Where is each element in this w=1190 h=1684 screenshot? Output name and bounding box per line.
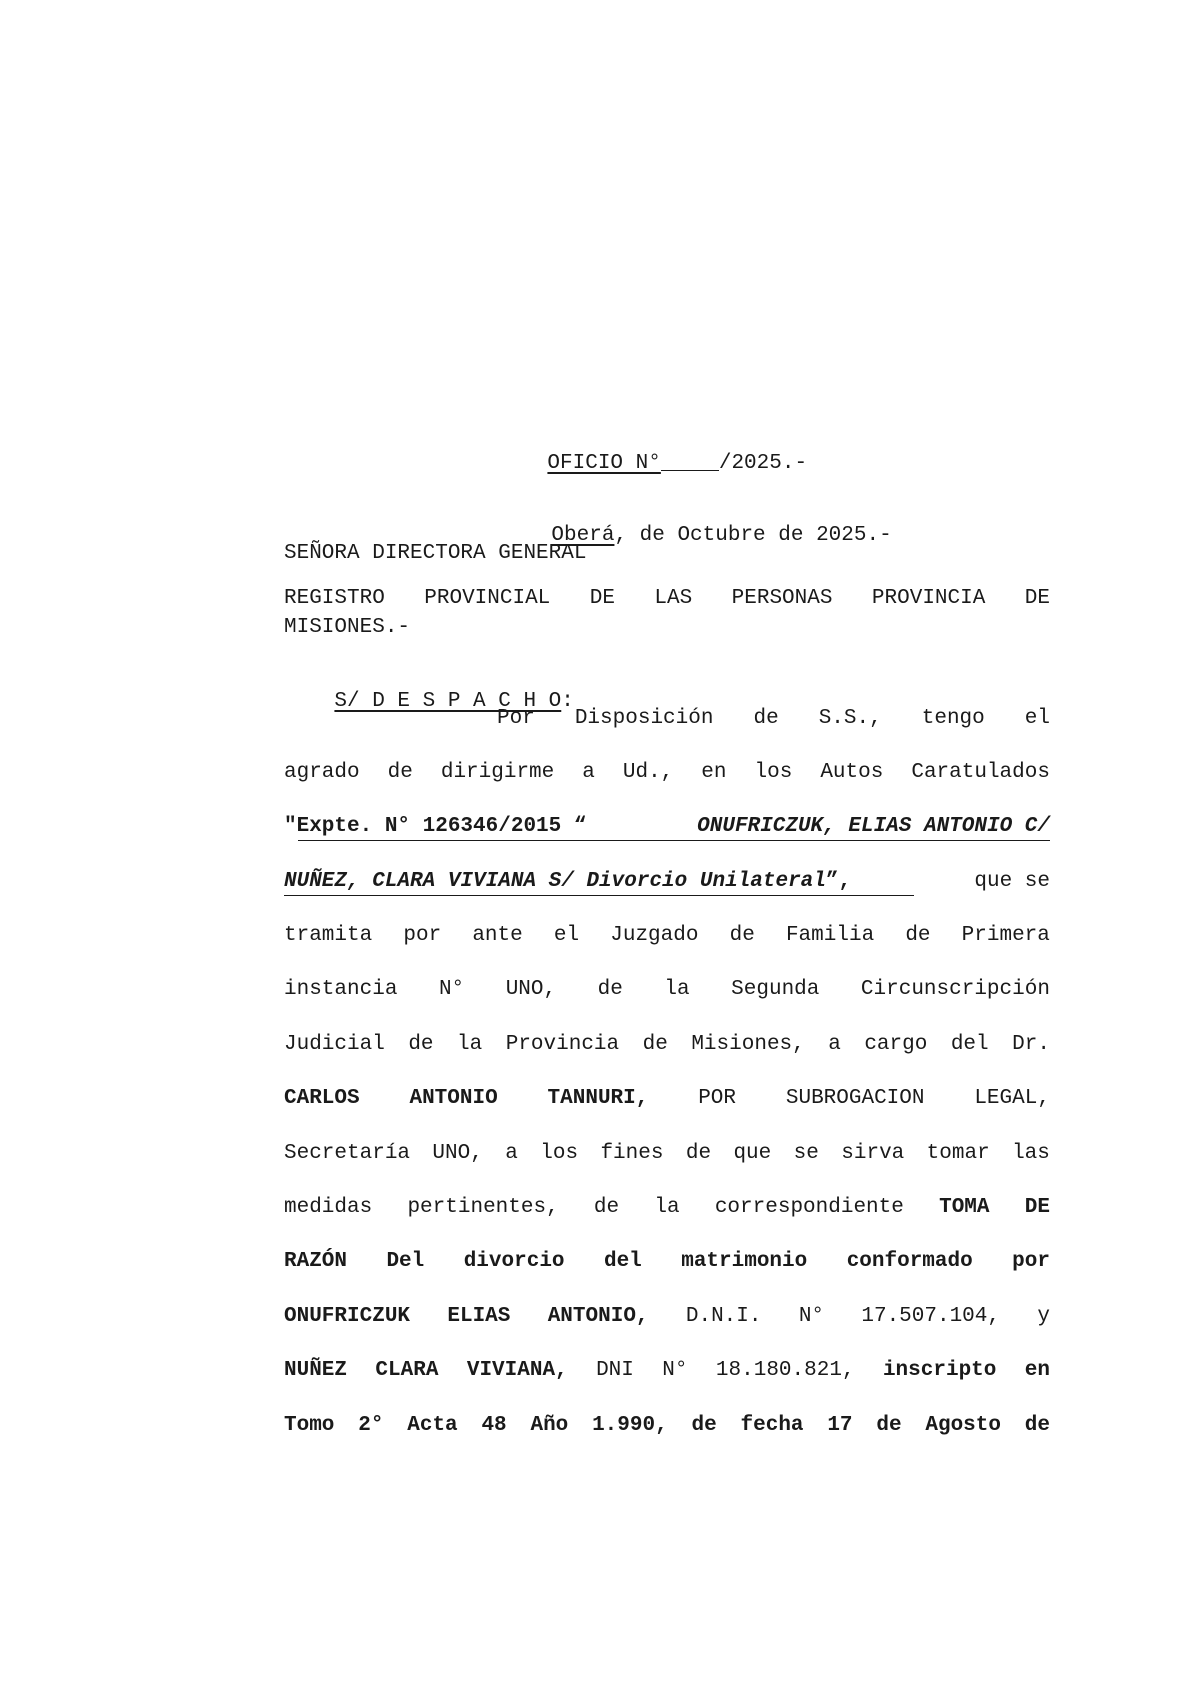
party-2-name-part: NUÑEZ [284, 1359, 348, 1382]
body-line-10 [284, 1194, 1050, 1222]
word: agrado [284, 761, 360, 784]
party-2-dni: 18.180.821, [715, 1359, 855, 1382]
word: Dr. [1012, 1033, 1050, 1056]
body-line-1 [497, 705, 1050, 733]
word: que [733, 1142, 772, 1165]
oficio-year: /2025.- [718, 452, 808, 475]
word: N° [662, 1359, 688, 1382]
word: tomar [926, 1142, 990, 1165]
word: de [729, 924, 755, 947]
party-1-name-part: ELIAS [447, 1305, 511, 1328]
body-line-2 [284, 759, 1050, 787]
word: del [950, 1033, 989, 1056]
word: de [408, 1033, 434, 1056]
word: Acta [407, 1414, 458, 1437]
word: se [793, 1142, 819, 1165]
word: PROVINCIA [871, 587, 986, 610]
oficio-label: OFICIO N° [547, 452, 661, 475]
word: 17 [827, 1414, 853, 1437]
word: el [553, 924, 580, 947]
word: pertinentes, [407, 1196, 559, 1219]
word: SUBROGACION [785, 1087, 925, 1110]
addressee-line-1: SEÑORA DIRECTORA GENERAL [284, 542, 587, 565]
word: de [597, 978, 623, 1001]
body-line-7 [284, 1031, 1050, 1059]
body-line-8 [284, 1085, 1050, 1113]
party-1-name-part: ONUFRICZUK [284, 1305, 411, 1328]
word: divorcio [463, 1250, 565, 1273]
word: en [1024, 1359, 1050, 1382]
word: UNO, [505, 978, 557, 1001]
city: Oberá [551, 524, 615, 547]
word: inscripto [882, 1359, 997, 1382]
word: Provincia [505, 1033, 620, 1056]
addressee-line-3: MISIONES.- [284, 616, 411, 639]
word: matrimonio [681, 1250, 808, 1273]
case-caption-part-2: NUÑEZ, CLARA VIVIANA S/ Divorcio Unilateral [284, 870, 826, 893]
word: de [753, 707, 779, 730]
body-line-4 [284, 868, 1050, 896]
word: la [664, 978, 690, 1001]
body-line-5 [284, 922, 1050, 950]
word: UNO, [432, 1142, 483, 1165]
caption-underline-1 [298, 840, 1050, 841]
body-line-14 [284, 1412, 1050, 1440]
word: D.N.I. [685, 1305, 762, 1328]
word: el [1024, 707, 1050, 730]
word: de [593, 1196, 620, 1219]
word: de [905, 924, 931, 947]
word: Circunscripción [860, 978, 1050, 1001]
word: Del [386, 1250, 425, 1273]
word: del [603, 1250, 642, 1273]
word: PERSONAS [731, 587, 833, 610]
body-line-3 [284, 813, 1050, 841]
word: de [387, 761, 413, 784]
party-2-name-part: CLARA [375, 1359, 439, 1382]
party-1-dni: 17.507.104, [861, 1305, 1000, 1328]
word: N° [798, 1305, 825, 1328]
de-word: DE [1024, 1196, 1050, 1219]
word: Año [530, 1414, 569, 1437]
word: PROVINCIAL [424, 587, 551, 610]
word: de [876, 1414, 902, 1437]
word: Por [497, 707, 535, 730]
word: 48 [481, 1414, 507, 1437]
word: tramita [284, 924, 373, 947]
word: y [1037, 1305, 1050, 1328]
word: Juzgado [610, 924, 699, 947]
word: S.S., [818, 707, 882, 730]
word: Segunda [731, 978, 820, 1001]
judge-first-name: CARLOS [284, 1087, 360, 1110]
word: Judicial [284, 1033, 385, 1056]
word: DE [589, 587, 615, 610]
body-line-9 [284, 1140, 1050, 1168]
word: Secretaría [284, 1142, 411, 1165]
judge-middle-name: ANTONIO [409, 1087, 498, 1110]
body-line-13 [284, 1357, 1050, 1385]
word: por [403, 924, 442, 947]
word: a [505, 1142, 518, 1165]
party-1-name-part: ANTONIO, [547, 1305, 649, 1328]
body-line-4-rest: que se [974, 870, 1050, 893]
word: la [457, 1033, 483, 1056]
despacho-colon: : [561, 690, 574, 713]
caption-close-quote: ”, [825, 870, 852, 893]
word: 2° [358, 1414, 384, 1437]
word: de [685, 1142, 712, 1165]
word: DNI [596, 1359, 634, 1382]
word: dirigirme [440, 761, 555, 784]
word: REGISTRO [284, 587, 385, 610]
word: Primera [961, 924, 1050, 947]
word: sirva [841, 1142, 905, 1165]
word: Autos [820, 761, 884, 784]
word: tengo [921, 707, 985, 730]
word: Agosto [925, 1414, 1001, 1437]
oficio-number-blank [661, 448, 719, 471]
word: a [828, 1033, 841, 1056]
word: LEGAL, [974, 1087, 1050, 1110]
body-line-12 [284, 1303, 1050, 1331]
word: RAZÓN [284, 1250, 348, 1273]
word: la [654, 1196, 680, 1219]
word: ante [472, 924, 523, 947]
word: en [701, 761, 727, 784]
addressee-line-2 [284, 585, 1050, 613]
word: POR [698, 1087, 737, 1110]
toma-word: TOMA [939, 1196, 990, 1219]
caption-underline-2 [284, 895, 914, 896]
expte-number: "Expte. N° 126346/2015 “ [284, 815, 587, 838]
word: Ud., [622, 761, 674, 784]
word: conformado [846, 1250, 973, 1273]
body-line-11 [284, 1248, 1050, 1276]
word: N° [438, 978, 465, 1001]
word: Familia [785, 924, 875, 947]
word: Misiones, [691, 1033, 805, 1056]
word: de [691, 1414, 717, 1437]
word: a [582, 761, 595, 784]
party-2-name-part: VIVIANA, [466, 1359, 568, 1382]
word: cargo [864, 1033, 928, 1056]
word: Caratulados [911, 761, 1050, 784]
body-line-6 [284, 976, 1050, 1004]
word: medidas [284, 1196, 373, 1219]
word: fecha [740, 1414, 804, 1437]
word: correspondiente [714, 1196, 904, 1219]
date-rest: , de Octubre de 2025.- [614, 524, 892, 547]
word: Disposición [574, 707, 714, 730]
word: de [1024, 1414, 1050, 1437]
case-caption-part-1: ONUFRICZUK, ELIAS ANTONIO C/ [697, 815, 1050, 838]
despacho: S/ D E S P A C H O [334, 690, 562, 713]
judge-last-name: TANNURI, [547, 1087, 649, 1110]
word: DE [1024, 587, 1050, 610]
word: LAS [654, 587, 693, 610]
word: las [1012, 1142, 1050, 1165]
word: de [642, 1033, 668, 1056]
word: los [540, 1142, 579, 1165]
word: Tomo [284, 1414, 335, 1437]
word: 1.990, [592, 1414, 668, 1437]
word: por [1012, 1250, 1050, 1273]
word: los [754, 761, 793, 784]
word: fines [600, 1142, 664, 1165]
word: instancia [284, 978, 398, 1001]
